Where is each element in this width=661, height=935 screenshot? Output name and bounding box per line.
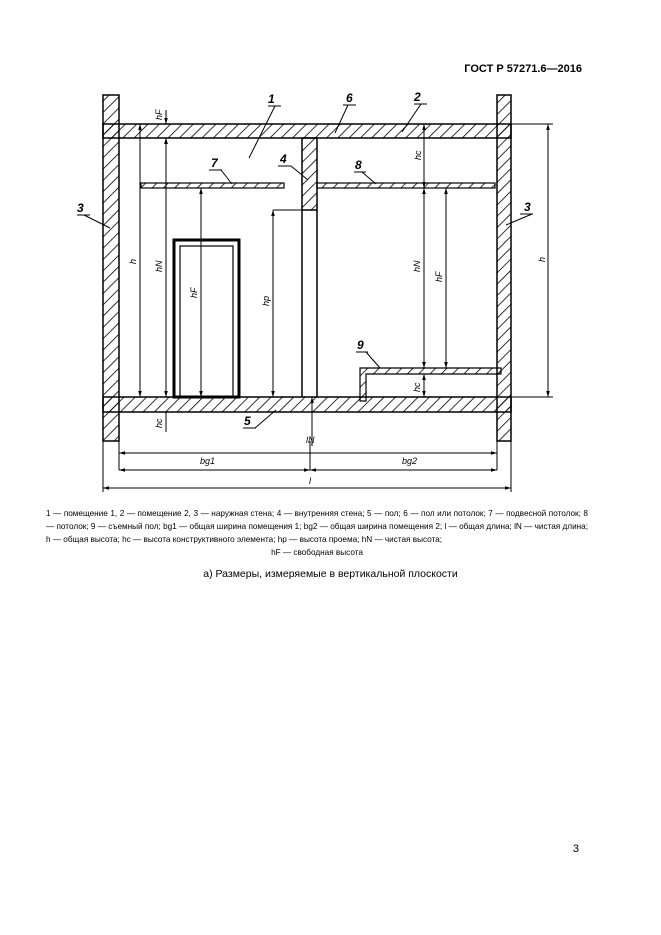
figure-legend [46, 507, 588, 559]
outer-wall-left [103, 95, 119, 441]
dim-hp: hp [261, 295, 271, 306]
dim-bg2: bg2 [402, 456, 418, 466]
dim-h-left: h [128, 258, 138, 264]
legend-last-line: hF — свободная высота [271, 548, 363, 557]
dim-l: l [309, 476, 311, 486]
raised-floor [360, 368, 501, 401]
dim-hf-top: hF [154, 109, 164, 120]
callout-4: 4 [280, 152, 287, 166]
legend-text: 1 — помещение 1, 2 — помещение 2, 3 — наружная стена; 4 — внутренняя стена; 5 — пол; 6 — пол или потолок; 7 — подвесной потолок; 8 — потолок; 9 — съемный пол; bg1 — общая ширина помещения 1; bg2 — общая ширина помещения 2; l — общая длина; lN — чистая длина; h — общая высота; hc — высота конструктивного элемента; hp — высота проема; hN — чистая высота; [46, 509, 588, 544]
dim-hc-bottom: hc [154, 418, 164, 428]
dim-hc-top: hc [413, 150, 423, 160]
dim-hc-floor: hc [412, 382, 422, 392]
callout-7: 7 [211, 156, 218, 170]
figure-subcaption: а) Размеры, измеряемые в вертикальной плоскости [203, 568, 458, 580]
callout-6: 6 [346, 91, 353, 105]
dim-h-right: h [537, 256, 547, 262]
dim-hf-right: hF [434, 271, 444, 282]
page-number: 3 [572, 843, 579, 855]
callout-5: 5 [244, 414, 251, 428]
document-id: ГОСТ Р 57271.6—2016 [464, 63, 582, 75]
dim-bg1: bg1 [200, 456, 216, 466]
dim-hn-left: hN [154, 260, 164, 272]
ceiling-slab [103, 124, 511, 138]
callout-2: 2 [414, 90, 421, 104]
inner-wall [302, 138, 317, 210]
dim-ln: lN [306, 435, 315, 445]
outer-wall-right [497, 95, 511, 441]
ceiling-room-2 [317, 183, 495, 188]
floor-slab [103, 397, 511, 412]
door-inner [180, 246, 233, 397]
door-frame [174, 240, 239, 397]
suspended-ceiling [141, 183, 284, 188]
callout-3-left: 3 [77, 201, 84, 215]
callout-8: 8 [355, 158, 362, 172]
dim-hn-right: hN [412, 260, 422, 272]
callout-1: 1 [268, 92, 275, 106]
dim-hf-door: hF [189, 287, 199, 298]
callout-3-right: 3 [524, 200, 531, 214]
callout-9: 9 [357, 338, 364, 352]
